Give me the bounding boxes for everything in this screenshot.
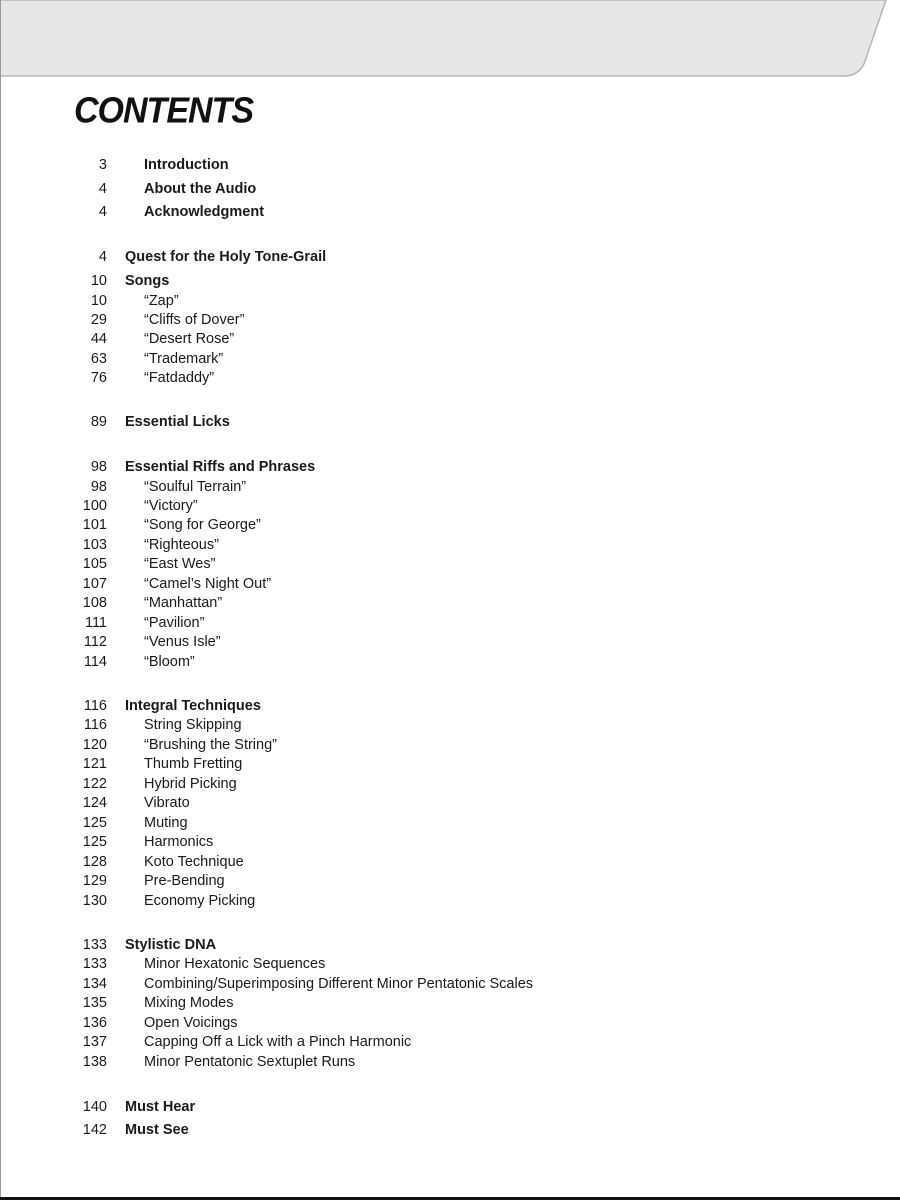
toc-page-number: 4	[98, 204, 107, 220]
toc-entry-title: “Pavilion”	[144, 615, 205, 631]
toc-entry	[0, 697, 620, 715]
toc-entry-title: Pre-Bending	[144, 873, 225, 889]
toc-entry	[0, 272, 620, 290]
toc-entry	[0, 311, 620, 329]
toc-entry	[0, 814, 620, 832]
toc-entry-title: “East Wes”	[144, 556, 216, 572]
toc-entry-title: Mixing Modes	[144, 995, 234, 1011]
toc-entry-title: Songs	[125, 273, 170, 289]
toc-entry	[0, 292, 620, 310]
toc-page-number: 100	[82, 498, 107, 514]
toc-page-number: 108	[82, 595, 107, 611]
toc-page-number: 114	[83, 654, 107, 670]
toc-entry	[0, 775, 620, 793]
toc-entry-title: “Manhattan”	[144, 595, 223, 611]
toc-entry	[0, 536, 620, 554]
toc-page-number: 4	[98, 249, 107, 265]
toc-entry-title: Minor Pentatonic Sextuplet Runs	[144, 1054, 356, 1070]
toc-entry-title: Must See	[125, 1122, 189, 1138]
toc-page-number: 10	[90, 273, 107, 289]
toc-entry-title: “Righteous”	[144, 537, 219, 553]
toc-page-number: 10	[90, 293, 107, 309]
toc-page-number: 29	[90, 312, 107, 328]
toc-page-number: 142	[82, 1122, 107, 1138]
toc-entry-title: Essential Riffs and Phrases	[125, 459, 316, 475]
toc-page-number: 134	[82, 976, 107, 992]
toc-entry-title: Must Hear	[125, 1099, 196, 1115]
toc-entry-title: Koto Technique	[144, 854, 244, 870]
page-title: CONTENTS	[74, 91, 253, 131]
toc-entry-title: String Skipping	[144, 717, 242, 733]
toc-entry	[0, 350, 620, 368]
toc-entry-title: “Venus Isle”	[144, 634, 221, 650]
toc-entry-title: Introduction	[144, 157, 229, 173]
toc-page-number: 140	[82, 1099, 107, 1115]
toc-entry	[0, 180, 620, 198]
toc-entry-title: Stylistic DNA	[125, 937, 217, 953]
toc-entry-title: “Bloom”	[144, 654, 195, 670]
toc-entry-title: Muting	[144, 815, 188, 831]
toc-page-number: 121	[82, 756, 107, 772]
toc-entry	[0, 330, 620, 348]
toc-entry-title: Vibrato	[144, 795, 190, 811]
toc-page-number: 133	[82, 937, 107, 953]
toc-entry-title: “Desert Rose”	[144, 331, 235, 347]
toc-page-number: 3	[98, 157, 107, 173]
header-band	[0, 0, 900, 80]
toc-page-number: 101	[82, 517, 107, 533]
toc-entry	[0, 248, 620, 266]
toc-page-number: 135	[82, 995, 107, 1011]
toc-entry	[0, 872, 620, 890]
toc-page-number: 98	[90, 459, 107, 475]
toc-entry-title: Hybrid Picking	[144, 776, 237, 792]
toc-entry	[0, 633, 620, 651]
toc-entry	[0, 614, 620, 632]
toc-entry	[0, 853, 620, 871]
toc-entry-title: “Soulful Terrain”	[144, 479, 247, 495]
toc-entry	[0, 369, 620, 387]
toc-entry-title: “Trademark”	[144, 351, 224, 367]
toc-entry	[0, 555, 620, 573]
toc-entry-title: “Brushing the String”	[144, 737, 277, 753]
toc-page-number: 124	[82, 795, 107, 811]
toc-entry	[0, 936, 620, 954]
toc-entry	[0, 653, 620, 671]
toc-entry-title: “Fatdaddy”	[144, 370, 215, 386]
toc-entry	[0, 975, 620, 993]
toc-entry	[0, 833, 620, 851]
toc-page-number: 103	[82, 537, 107, 553]
toc-entry-title: “Song for George”	[144, 517, 261, 533]
toc-page-number: 129	[82, 873, 107, 889]
toc-entry-title: Integral Techniques	[125, 698, 261, 714]
toc-entry-title: Quest for the Holy Tone-Grail	[125, 249, 327, 265]
toc-entry-title: Capping Off a Lick with a Pinch Harmonic	[144, 1034, 412, 1050]
toc-page-number: 4	[98, 181, 107, 197]
toc-entry	[0, 892, 620, 910]
toc-entry-title: “Zap”	[144, 293, 179, 309]
toc-entry	[0, 413, 620, 431]
toc-page-number: 98	[90, 479, 107, 495]
toc-entry	[0, 1098, 620, 1116]
toc-page-number: 44	[90, 331, 107, 347]
toc-entry	[0, 497, 620, 515]
toc-entry	[0, 755, 620, 773]
toc-entry	[0, 994, 620, 1012]
toc-entry	[0, 203, 620, 221]
toc-page-number: 122	[82, 776, 107, 792]
toc-page-number: 138	[82, 1054, 107, 1070]
toc-entry	[0, 575, 620, 593]
toc-entry	[0, 716, 620, 734]
toc-entry-title: “Cliffs of Dover”	[144, 312, 245, 328]
toc-page-number: 112	[83, 634, 107, 650]
toc-page-number: 130	[82, 893, 107, 909]
toc-entry-title: Combining/Superimposing Different Minor Pentatonic Scales	[144, 976, 534, 992]
toc-entry	[0, 594, 620, 612]
toc-page-number: 116	[83, 717, 107, 733]
toc-entry-title: Thumb Fretting	[144, 756, 243, 772]
toc-entry	[0, 1121, 620, 1139]
toc-entry	[0, 1053, 620, 1071]
toc-entry-title: Economy Picking	[144, 893, 256, 909]
toc-entry	[0, 458, 620, 476]
toc-page-number: 137	[82, 1034, 107, 1050]
toc-entry	[0, 1014, 620, 1032]
toc-page-number: 125	[82, 834, 107, 850]
page-edge	[0, 0, 1, 1200]
toc-entry-title: “Camel’s Night Out”	[144, 576, 272, 592]
toc-entry	[0, 516, 620, 534]
toc-page-number: 125	[82, 815, 107, 831]
toc-page-number: 105	[82, 556, 107, 572]
toc-page-number: 89	[90, 414, 107, 430]
toc-page-number: 133	[82, 956, 107, 972]
toc-page-number: 120	[82, 737, 107, 753]
toc-entry	[0, 794, 620, 812]
toc-entry	[0, 1033, 620, 1051]
toc-entry-title: Harmonics	[144, 834, 214, 850]
toc-page-number: 128	[82, 854, 107, 870]
toc-page-number: 107	[82, 576, 107, 592]
toc-entry-title: Minor Hexatonic Sequences	[144, 956, 326, 972]
toc-entry-title: Acknowledgment	[144, 204, 265, 220]
toc-entry-title: Open Voicings	[144, 1015, 238, 1031]
toc-page-number: 116	[83, 698, 107, 714]
toc-page-number: 76	[90, 370, 107, 386]
toc-page-number: 136	[82, 1015, 107, 1031]
toc-page-number: 63	[90, 351, 107, 367]
toc-entry	[0, 156, 620, 174]
toc-entry-title: Essential Licks	[125, 414, 230, 430]
toc-entry	[0, 955, 620, 973]
toc-entry	[0, 736, 620, 754]
toc-page-number: 111	[84, 615, 107, 631]
toc-entry-title: About the Audio	[144, 181, 257, 197]
toc-entry	[0, 478, 620, 496]
toc-entry-title: “Victory”	[144, 498, 198, 514]
